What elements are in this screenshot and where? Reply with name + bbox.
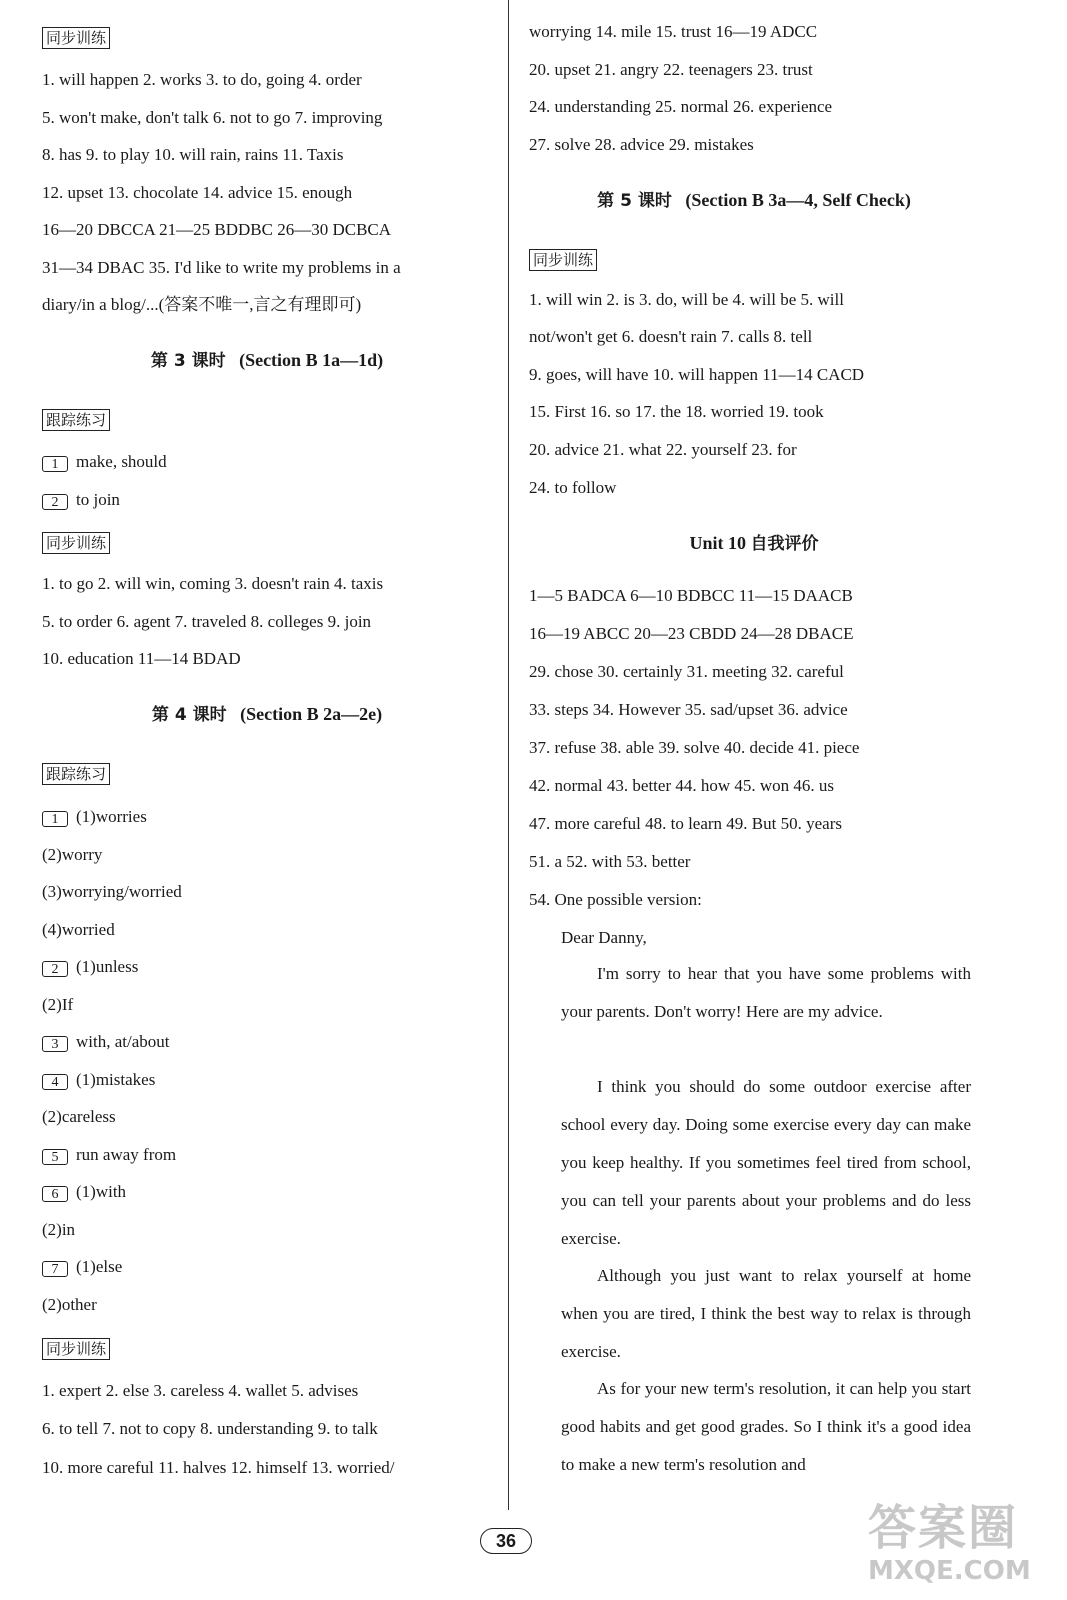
answer-line: 1. expert 2. else 3. careless 4. wallet 5. advises bbox=[42, 1381, 359, 1400]
answer-line: 31—34 DBAC 35. I'd like to write my problems in a bbox=[42, 258, 401, 277]
item-text: run away from bbox=[76, 1145, 177, 1164]
track-item: (2)worry bbox=[42, 845, 103, 864]
answer-line: 54. One possible version: bbox=[529, 890, 702, 909]
answer-line: 27. solve 28. advice 29. mistakes bbox=[529, 135, 754, 154]
column-divider bbox=[508, 0, 509, 1510]
answer-line: 8. has 9. to play 10. will rain, rains 11. Taxis bbox=[42, 145, 344, 164]
answer-line: worrying 14. mile 15. trust 16—19 ADCC bbox=[529, 22, 818, 41]
item-number: 4 bbox=[42, 1074, 68, 1090]
answer-line: 15. First 16. so 17. the 18. worried 19. took bbox=[529, 402, 824, 421]
answer-line: not/won't get 6. doesn't rain 7. calls 8. tell bbox=[529, 327, 813, 346]
unit-heading-cn: 自我评价 bbox=[750, 534, 819, 554]
answer-line: 29. chose 30. certainly 31. meeting 32. careful bbox=[529, 662, 844, 681]
section-tag: 跟踪练习 bbox=[42, 763, 110, 785]
lesson-heading bbox=[529, 188, 979, 213]
item-number: 5 bbox=[42, 1149, 68, 1165]
answer-line: 10. education 11—14 BDAD bbox=[42, 649, 241, 668]
answer-line: 24. to follow bbox=[529, 478, 617, 497]
track-item: (4)worried bbox=[42, 920, 115, 939]
letter-paragraph bbox=[561, 1370, 971, 1484]
lesson-heading-cn: 第 4 课时 bbox=[151, 705, 227, 725]
item-number: 6 bbox=[42, 1186, 68, 1202]
item-number: 1 bbox=[42, 456, 68, 472]
answer-line: 1. will happen 2. works 3. to do, going 4. order bbox=[42, 70, 362, 89]
letter-paragraph bbox=[561, 1068, 971, 1258]
item-text: (1)with bbox=[76, 1182, 127, 1201]
letter-paragraph bbox=[561, 955, 971, 1031]
item-text: (1)unless bbox=[76, 957, 139, 976]
letter-salutation: Dear Danny, bbox=[561, 928, 647, 947]
lesson-heading-en: (Section B 2a—2e) bbox=[240, 704, 383, 724]
section-tag: 同步训练 bbox=[42, 532, 110, 554]
item-number: 3 bbox=[42, 1036, 68, 1052]
track-item bbox=[42, 1256, 122, 1278]
answer-line: 42. normal 43. better 44. how 45. won 46. us bbox=[529, 776, 835, 795]
answer-line: 5. won't make, don't talk 6. not to go 7. improving bbox=[42, 108, 383, 127]
track-item bbox=[42, 956, 138, 978]
watermark-en: MXQE.COM bbox=[868, 1556, 1031, 1586]
lesson-heading bbox=[42, 702, 492, 727]
answer-line: 9. goes, will have 10. will happen 11—14 CACD bbox=[529, 365, 865, 384]
item-text: make, should bbox=[76, 452, 167, 471]
item-text: to join bbox=[76, 490, 120, 509]
answer-line: diary/in a blog/...(答案不唯一,言之有理即可) bbox=[42, 295, 362, 314]
answer-line: 37. refuse 38. able 39. solve 40. decide 41. piece bbox=[529, 738, 860, 757]
track-item: (2)careless bbox=[42, 1107, 116, 1126]
track-item bbox=[42, 1069, 155, 1091]
lesson-heading-cn: 第 3 课时 bbox=[150, 351, 226, 371]
lesson-heading-en: (Section B 3a—4, Self Check) bbox=[685, 190, 911, 210]
unit-heading-en: Unit 10 bbox=[689, 533, 751, 553]
answer-line: 51. a 52. with 53. better bbox=[529, 852, 691, 871]
paragraph-text: Although you just want to relax yourself at home when you are tired, I think the best way to relax is through exercise. bbox=[561, 1266, 971, 1361]
page-number: 36 bbox=[480, 1528, 532, 1554]
answer-line: 47. more careful 48. to learn 49. But 50. years bbox=[529, 814, 842, 833]
item-text: with, at/about bbox=[76, 1032, 170, 1051]
track-item bbox=[42, 1181, 126, 1203]
item-text: (1)worries bbox=[76, 807, 147, 826]
track-item bbox=[42, 806, 147, 828]
track-item: (2)in bbox=[42, 1220, 76, 1239]
answer-line: 33. steps 34. However 35. sad/upset 36. advice bbox=[529, 700, 848, 719]
item-number: 2 bbox=[42, 961, 68, 977]
answer-line: 1. will win 2. is 3. do, will be 4. will be 5. will bbox=[529, 290, 844, 309]
answer-line: 20. advice 21. what 22. yourself 23. for bbox=[529, 440, 797, 459]
answer-line: 20. upset 21. angry 22. teenagers 23. trust bbox=[529, 60, 813, 79]
track-item: (2)other bbox=[42, 1295, 97, 1314]
item-number: 7 bbox=[42, 1261, 68, 1277]
unit-heading bbox=[529, 531, 979, 556]
answer-line: 10. more careful 11. halves 12. himself 13. worried/ bbox=[42, 1458, 395, 1477]
lesson-heading-cn: 第 5 课时 bbox=[597, 191, 672, 211]
item-number: 1 bbox=[42, 811, 68, 827]
paragraph-text: I'm sorry to hear that you have some problems with your parents. Don't worry! Here are my advice. bbox=[561, 964, 971, 1021]
track-item bbox=[42, 451, 167, 473]
track-item bbox=[42, 1031, 169, 1053]
item-text: (1)else bbox=[76, 1257, 123, 1276]
item-number: 2 bbox=[42, 494, 68, 510]
answer-line: 5. to order 6. agent 7. traveled 8. colleges 9. join bbox=[42, 612, 372, 631]
track-item: (3)worrying/worried bbox=[42, 882, 182, 901]
watermark-logo bbox=[868, 1500, 1058, 1592]
answer-line: 16—20 DBCCA 21—25 BDDBC 26—30 DCBCA bbox=[42, 220, 392, 239]
track-item bbox=[42, 1144, 176, 1166]
section-tag: 跟踪练习 bbox=[42, 409, 110, 431]
item-text: (1)mistakes bbox=[76, 1070, 156, 1089]
lesson-heading-en: (Section B 1a—1d) bbox=[239, 350, 384, 370]
section-tag: 同步训练 bbox=[42, 27, 110, 49]
letter-paragraph bbox=[561, 1257, 971, 1371]
answer-line: 16—19 ABCC 20—23 CBDD 24—28 DBACE bbox=[529, 624, 854, 643]
track-item bbox=[42, 489, 120, 511]
track-item: (2)If bbox=[42, 995, 74, 1014]
section-tag: 同步训练 bbox=[529, 249, 597, 271]
answer-line: 24. understanding 25. normal 26. experience bbox=[529, 97, 833, 116]
section-tag: 同步训练 bbox=[42, 1338, 110, 1360]
answer-line: 12. upset 13. chocolate 14. advice 15. enough bbox=[42, 183, 353, 202]
lesson-heading bbox=[42, 348, 492, 373]
watermark-cn: 答案圈 bbox=[868, 1500, 1019, 1556]
answer-line: 1. to go 2. will win, coming 3. doesn't rain 4. taxis bbox=[42, 574, 384, 593]
answer-line: 1—5 BADCA 6—10 BDBCC 11—15 DAACB bbox=[529, 586, 853, 605]
answer-line: 6. to tell 7. not to copy 8. understanding 9. to talk bbox=[42, 1419, 378, 1438]
paragraph-text: I think you should do some outdoor exercise after school every day. Doing some exercise every day can make you keep healthy. If you sometimes feel tired from school, you can tell your parents about your problems and do less exercise. bbox=[561, 1077, 971, 1248]
paragraph-text: As for your new term's resolution, it can help you start good habits and get good grades. So I think it's a good idea to make a new term's resolution and bbox=[561, 1379, 971, 1474]
